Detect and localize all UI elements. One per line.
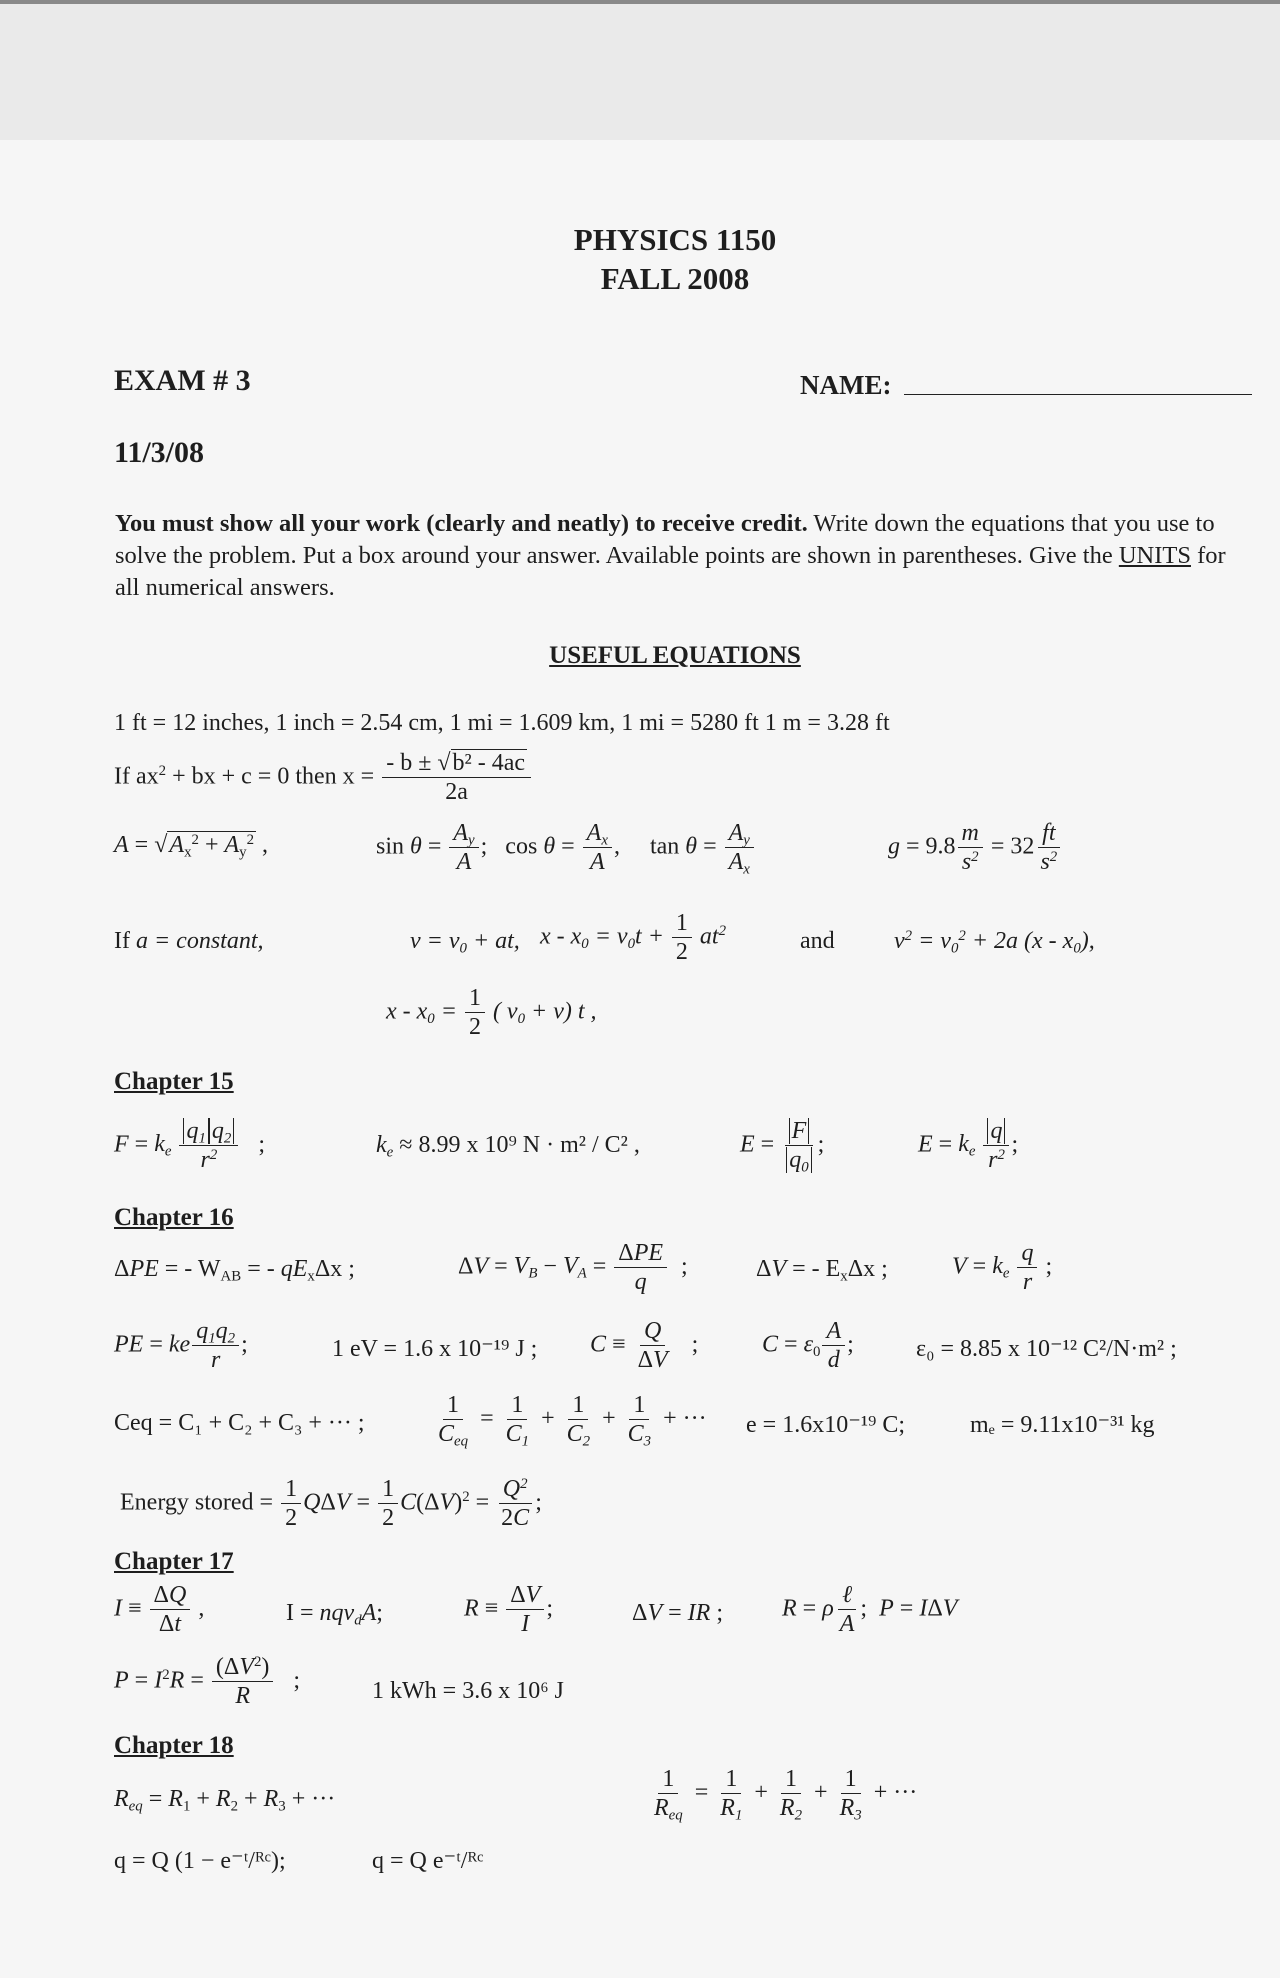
exam-number: EXAM # 3 [114,364,251,397]
capacitors-parallel: Ceq = C₁ + C₂ + C₃ + ··· ; [114,1410,365,1436]
ohms-law: ΔV = IR ; [632,1600,723,1626]
gravity-constant: g = 9.8 $\frac{m}{s^2}$ = 32 $\frac{ft}{s^2}$ [888,820,1063,876]
kilowatt-hour: 1 kWh = 3.6 x 10⁶ J [372,1678,564,1704]
resistors-series: $R_{eq} = R_1 + R_2 + R_3$ + ··· [114,1786,336,1815]
instructions [115,508,1235,604]
rc-charging: q = Q (1 − e⁻ᵗ/ᴿᶜ); [114,1848,286,1874]
scan-top-margin [0,0,1280,140]
coulomb-constant: $k_e \approx 8.99$ x 10⁹ N · m² / C² , [376,1132,640,1161]
point-charge-potential: $V = k_e$ $\frac{q}{r}$ ; [952,1240,1053,1296]
instructions-bold: You must show all your work (clearly and neatly) to receive credit. [115,510,808,537]
exam-date: 11/3/08 [114,436,205,469]
coulomb-law: $F = k_e$ $\frac{q_1 q_2}{r^2}$ ; [114,1118,266,1174]
drift-current: I = nqv$_d$A; [286,1600,383,1629]
and-word: and [800,928,835,954]
chapter-17-heading: Chapter 17 [114,1548,234,1575]
name-line[interactable] [904,394,1252,395]
name-label: NAME: [800,370,892,400]
scan-top-edge [0,0,1280,4]
point-charge-field: $E = k_e$ $\frac{q}{r^2}$ ; [918,1118,1019,1174]
trig-relations: sin θ = $\frac{A_y}{A}$ ; cos θ = $\frac{A_x}{A}$ , tan θ = $\frac{A_y}{A_x}$ [376,820,756,876]
resistors-parallel: $\frac{1}{R_{eq}}$ = $\frac{1}{R_1}$ + $\frac{1}{R_2}$ + $\frac{1}{R_3}$ + ··· [654,1766,918,1824]
power-relations: $P = I^2R$ = $\frac{(\Delta V^2)}{R}$ ; [114,1653,301,1710]
chapter-15-heading: Chapter 15 [114,1068,234,1095]
capacitors-series: $\frac{1}{C_{eq}}$ = $\frac{1}{C_1}$ + $\frac{1}{C_2}$ + $\frac{1}{C_3}$ + ··· [438,1392,707,1450]
uniform-field-potential: ΔV = - $E_x\Delta x$ ; [756,1256,888,1285]
electron-mass: mₑ = 9.11x10⁻³¹ kg [970,1412,1155,1438]
resistivity: R = ρ $\frac{\text{ℓ}}{A}$ ; P = IΔV [782,1582,958,1638]
quadratic-formula: If $ax^2$ + bx + c = 0 then x = $\frac{\text{- b ± √b² - 4ac}}{2a}$ [114,750,533,806]
kinematics-velocity: $v = v_0$ + at, [410,928,520,957]
current-def: I ≡ $\frac{\Delta Q}{\Delta t}$ , [114,1582,205,1638]
instructions-units: UNITS [1118,542,1191,569]
electric-potential-energy: PE = ke $\frac{q_1q_2}{r}$ ; [114,1318,248,1374]
kinematics-position: $x - x_0 = v_0t$ + $\frac{1}{2}$ $at^2$ [540,910,727,966]
electron-volt: 1 eV = 1.6 x 10⁻¹⁹ J ; [332,1336,538,1362]
kinematics-average: x - $x_0$ = $\frac{1}{2}$ ( $v_0 + v$) t , [386,985,597,1041]
kinematics-velocity-squared: $v^2 = v_0^2 + 2a$ $(x - x_0)$, [894,927,1095,957]
kinematics-condition: If a = constant, [114,928,264,954]
chapter-18-heading: Chapter 18 [114,1732,234,1759]
energy-stored: Energy stored = $\frac{1}{2}$ QΔV = $\frac{1}{2}$ $C(\Delta V)^2$ = $\frac{Q^2}{2C}$ ; [120,1475,542,1532]
vector-magnitude: $A = √A_x^2 + A_y^2$ , [114,831,269,861]
instructions-text-end: for all numerical answers. [115,542,1226,601]
parallel-plate-capacitance: $C = \varepsilon_0$ $\frac{A}{d}$ ; [762,1318,854,1374]
potential-energy-change: ΔPE = - $W_{AB}$ = - $qE_x\Delta x$ ; [114,1256,355,1285]
electric-field-def: E = $\frac{F}{q_0}$ ; [740,1118,825,1176]
course-title: PHYSICS 1150 [573,222,777,257]
potential-difference: $\Delta V = V_B - V_A$ = $\frac{\text{ΔPE}}{q}$ ; [458,1240,688,1296]
permittivity-constant: ε₀ = 8.85 x 10⁻¹² C²/N·m² ; [916,1336,1177,1362]
term-title: FALL 2008 [600,261,750,296]
resistance-def: R ≡ $\frac{\Delta V}{I}$ ; [464,1582,553,1638]
rc-discharging: q = Q e⁻ᵗ/ᴿᶜ [372,1848,484,1874]
capacitance-def: C ≡ $\frac{Q}{\Delta V}$ ; [590,1318,699,1374]
instructions-text: Write down the equations that you use to solve the problem. Put a box around your answer. Available points are shown in parentheses. Give the [115,510,1215,569]
chapter-16-heading: Chapter 16 [114,1204,234,1231]
unit-conversions: 1 ft = 12 inches, 1 inch = 2.54 cm, 1 mi = 1.609 km, 1 mi = 5280 ft 1 m = 3.28 ft [114,710,890,736]
electron-charge: e = 1.6x10⁻¹⁹ C; [746,1412,906,1438]
useful-equations-heading: USEFUL EQUATIONS [549,642,801,669]
